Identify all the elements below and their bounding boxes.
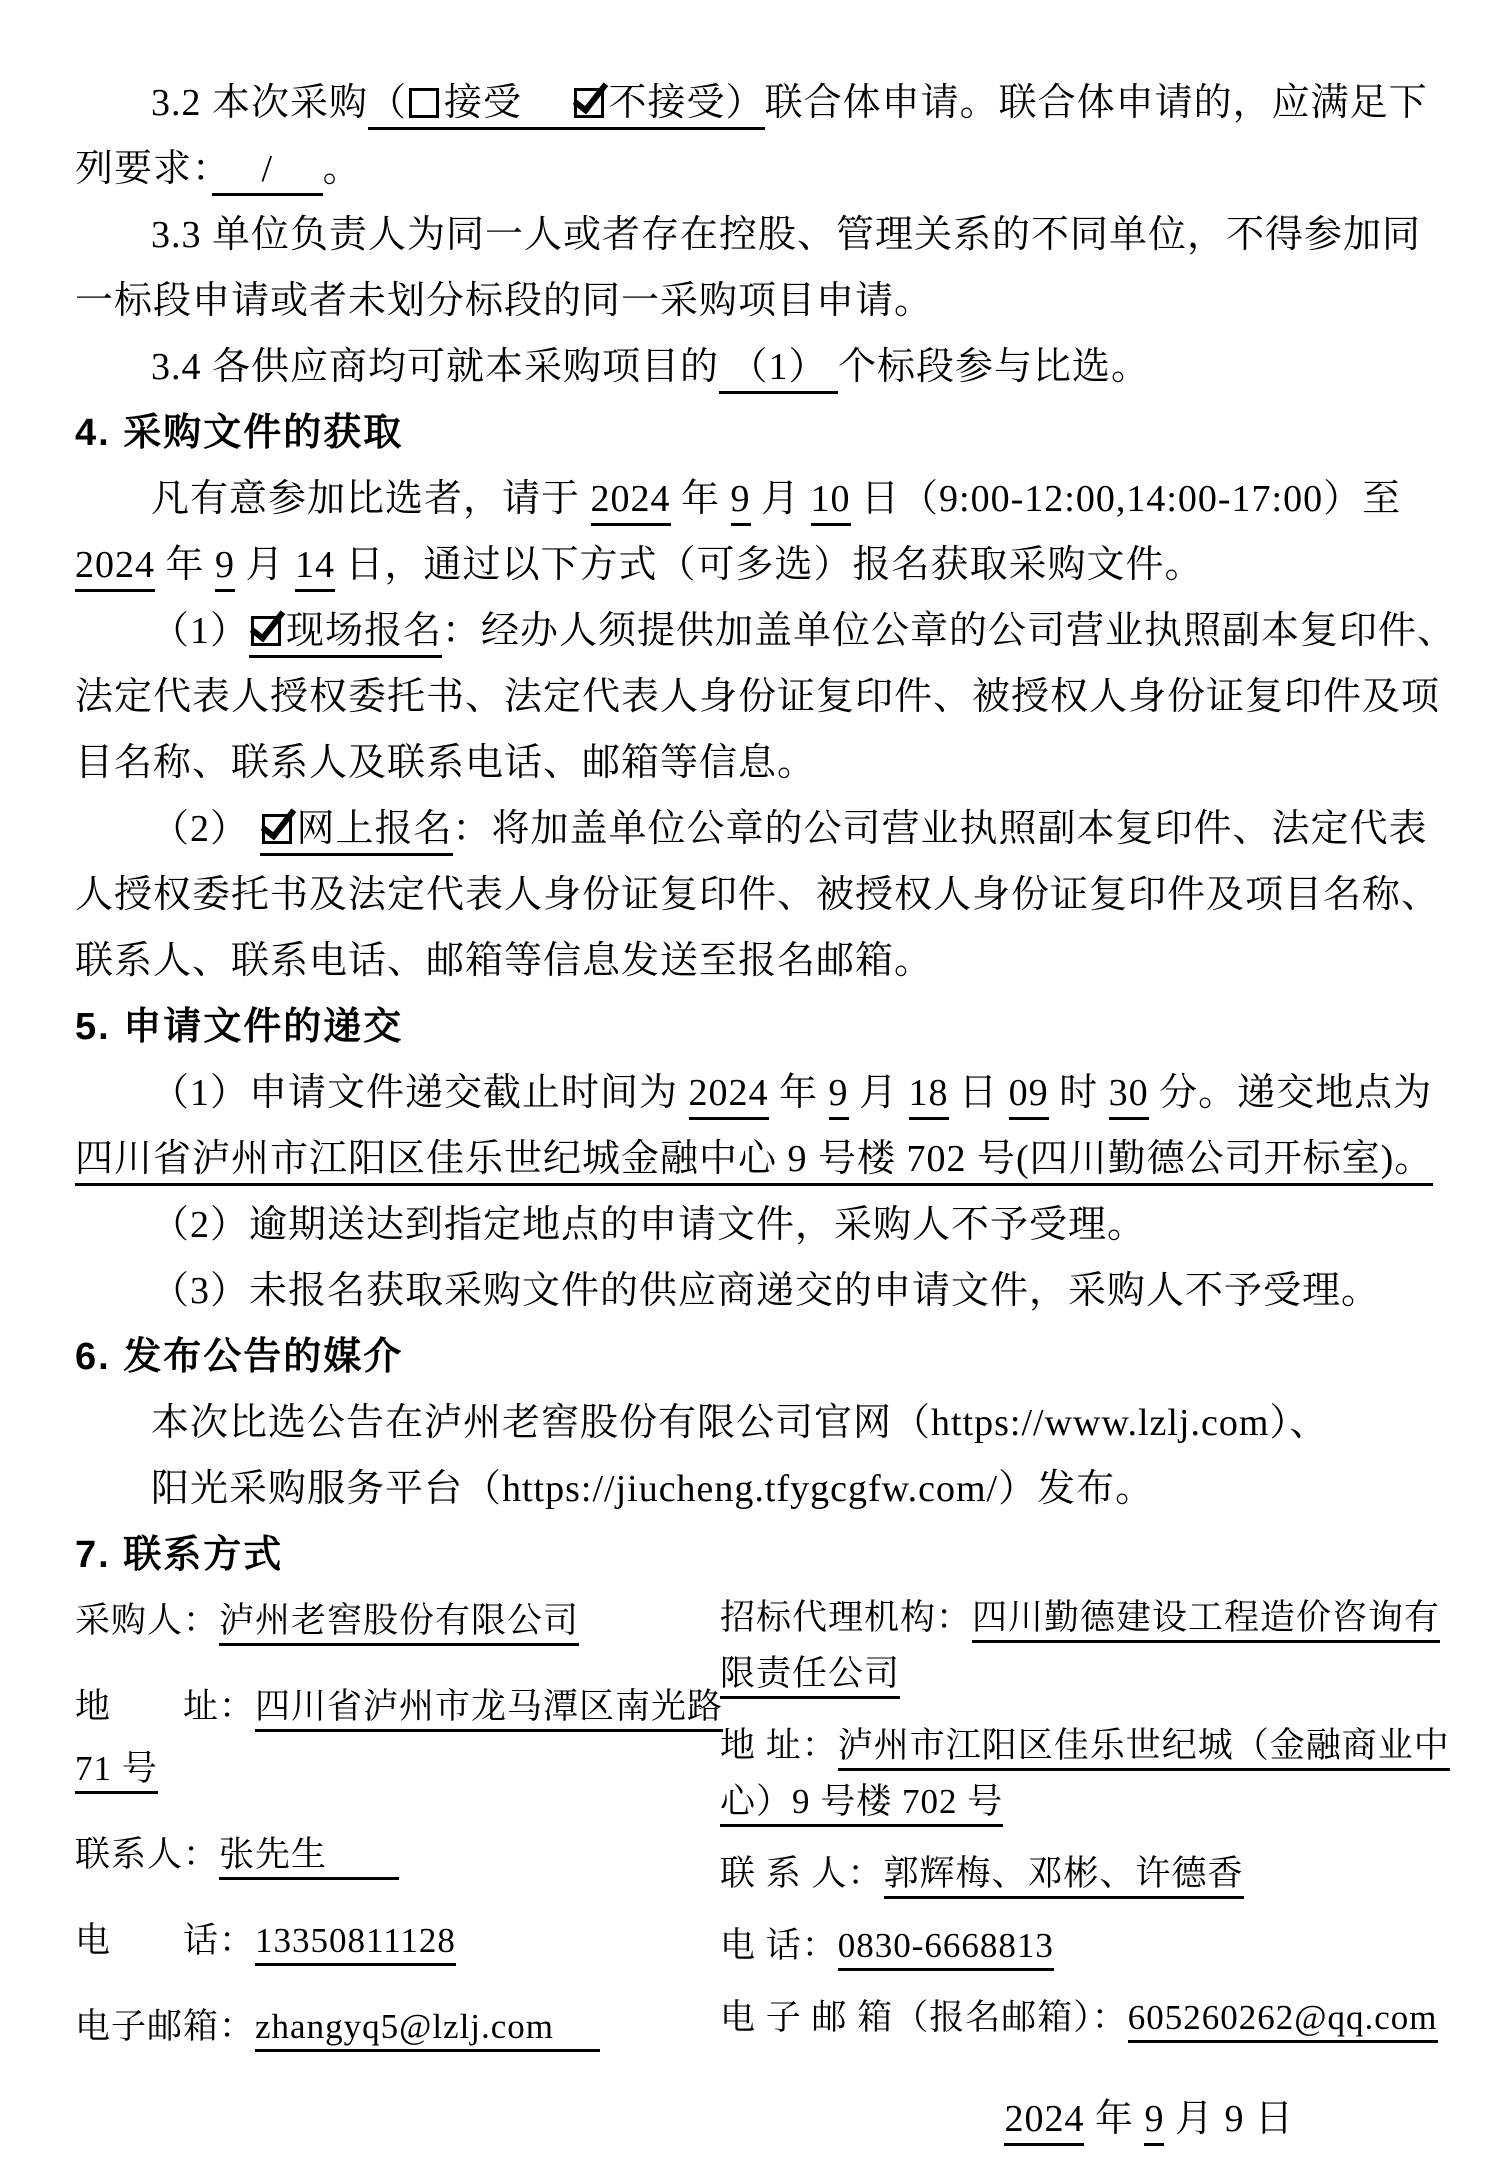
underlined-text: 14 [295, 544, 335, 592]
checkbox-checked-icon [574, 88, 604, 118]
document-line [75, 796, 1440, 862]
document-line [75, 1258, 1440, 1324]
underlined-text: 9 [731, 478, 751, 526]
text-segment: 年 [768, 1072, 829, 1114]
text-segment: 5. 申请文件的递交 [75, 1006, 404, 1048]
text-segment: 阳光采购服务平台（https://jiucheng.tfygcgfw.com/）发布。 [151, 1468, 1155, 1510]
document-line [75, 268, 1440, 334]
underlined-text: 9 [829, 1072, 849, 1120]
text-segment: 目名称、联系人及联系电话、邮箱等信息。 [75, 742, 817, 784]
contact-row [720, 1590, 1450, 1702]
contact-value: 605260262@qq.com [1128, 1998, 1438, 2043]
text-segment: 日（9:00-12:00,14:00-17:00）至 [850, 478, 1402, 520]
document-line [75, 70, 1440, 136]
contact-value: zhangyq5@lzlj.com [255, 2007, 600, 2052]
underlined-text: 30 [1109, 1072, 1149, 1120]
contacts-right-column [720, 1590, 1450, 2062]
text-segment: 本次比选公告在泸州老窖股份有限公司官网（https://www.lzlj.com）、 [151, 1402, 1329, 1444]
section-heading [75, 1324, 1440, 1390]
contact-label: 联系人： [75, 1835, 220, 1874]
contact-value: 四川勤德建设工程造价咨询有 [972, 1598, 1440, 1643]
contact-row [720, 1990, 1450, 2046]
document-line [75, 1390, 1440, 1456]
text-segment: 年 [670, 478, 731, 520]
underlined-segment [260, 808, 297, 856]
document-date [75, 2086, 1440, 2152]
contact-label: 电 子 邮 箱（报名邮箱）： [720, 1998, 1128, 2037]
text-segment: （1） [151, 610, 250, 652]
document-line [75, 334, 1440, 400]
underlined-text: / [212, 148, 323, 196]
contact-value: 71 号 [75, 1749, 158, 1794]
text-segment: 月 [848, 1072, 909, 1114]
contact-row [75, 1910, 720, 1972]
text-segment: 凡有意参加比选者，请于 [151, 478, 591, 520]
section-heading [75, 400, 1440, 466]
underlined-text: 现场报名 [286, 610, 442, 658]
text-segment: 月 [750, 478, 811, 520]
text-segment: 6. 发布公告的媒介 [75, 1336, 404, 1378]
text-segment: 法定代表人授权委托书、法定代表人身份证复印件、被授权人身份证复印件及项 [75, 676, 1441, 718]
contacts [75, 1590, 1450, 2082]
underlined-segment [407, 82, 444, 130]
text-segment: 个标段参与比选。 [838, 346, 1151, 388]
underlined-text: 9 [1144, 2098, 1164, 2146]
checkbox-empty-icon [409, 88, 439, 118]
text-segment: 人授权委托书及法定代表人身份证复印件、被授权人身份证复印件及项目名称、 [75, 874, 1441, 916]
document-body [75, 70, 1457, 1588]
contact-label: 联 系 人： [720, 1854, 884, 1893]
document-line [75, 1126, 1440, 1192]
underlined-text: 2024 [75, 544, 155, 592]
text-segment: （1）申请文件递交截止时间为 [151, 1072, 689, 1114]
contact-label: 电 话： [75, 1921, 256, 1960]
document-line [75, 598, 1457, 664]
contact-value: 泸州市江阳区佳乐世纪城（金融商业中 [838, 1726, 1450, 1771]
checkbox-checked-icon [262, 814, 292, 844]
underlined-text: 10 [811, 478, 851, 526]
text-segment: 日，通过以下方式（可多选）报名获取采购文件。 [335, 544, 1204, 586]
text-segment: 日 [948, 1072, 1009, 1114]
text-segment: 年 [155, 544, 216, 586]
document-line [75, 466, 1440, 532]
section-heading [75, 994, 1440, 1060]
contact-row [75, 1996, 720, 2058]
document-line [75, 532, 1440, 598]
contacts-left-column [75, 1590, 724, 2082]
document-line [75, 730, 1440, 796]
contact-row [75, 1676, 724, 1800]
text-segment: 一标段申请或者未划分标段的同一采购项目申请。 [75, 280, 934, 322]
underlined-text: 2024 [1004, 2098, 1084, 2146]
document-line [75, 664, 1440, 730]
underlined-text: 四川省泸州市江阳区佳乐世纪城金融中心 9 号楼 702 号(四川勤德公司开标室)。 [75, 1138, 1433, 1186]
document-line [75, 202, 1440, 268]
underlined-text: 2024 [591, 478, 671, 526]
document-line [75, 1456, 1440, 1522]
contact-value: 四川省泸州市龙马潭区南光路 [255, 1687, 723, 1732]
text-segment: 4. 采购文件的获取 [75, 412, 404, 454]
contact-row [720, 1846, 1450, 1902]
contact-row [75, 1824, 720, 1886]
text-segment: 分。递交地点为 [1148, 1072, 1433, 1114]
text-segment: 。 [322, 148, 362, 190]
text-segment: 年 [1084, 2098, 1145, 2140]
contact-value: 郭辉梅、邓彬、许德香 [884, 1854, 1244, 1899]
contact-label: 地 址： [720, 1726, 838, 1765]
text-segment: 3.2 本次采购 [151, 82, 369, 124]
contact-value: 限责任公司 [720, 1654, 900, 1699]
underlined-segment [572, 82, 609, 130]
text-segment: 列要求： [75, 148, 213, 190]
underlined-text: 接受 [444, 82, 572, 130]
text-segment: （2） [151, 808, 260, 850]
underlined-text: 18 [909, 1072, 949, 1120]
contact-label: 招标代理机构： [720, 1598, 973, 1637]
document-line [75, 928, 1440, 994]
underlined-text: 不接受） [609, 82, 765, 130]
contact-label: 采购人： [75, 1601, 220, 1640]
contact-value: 13350811128 [255, 1921, 456, 1966]
text-segment: 3.4 各供应商均可就本采购项目的 [151, 346, 720, 388]
text-segment: 月 [235, 544, 296, 586]
contact-label: 电 话： [720, 1926, 838, 1965]
contact-row [720, 1918, 1450, 1974]
text-segment: 7. 联系方式 [75, 1534, 284, 1576]
underlined-text: 网上报名 [297, 808, 453, 856]
underlined-text: （ [368, 82, 407, 130]
document-line [75, 862, 1440, 928]
underlined-text: 09 [1009, 1072, 1049, 1120]
text-segment: 联系人、联系电话、邮箱等信息发送至报名邮箱。 [75, 940, 934, 982]
text-segment: ：将加盖单位公章的公司营业执照副本复印件、法定代表 [452, 808, 1428, 850]
contact-row [75, 1590, 720, 1652]
underlined-text: （1） [719, 346, 838, 394]
text-segment: 时 [1048, 1072, 1109, 1114]
contact-value: 0830-6668813 [838, 1926, 1054, 1971]
section-heading [75, 1522, 1440, 1588]
contact-row [720, 1718, 1450, 1830]
contact-value: 心）9 号楼 702 号 [720, 1782, 1003, 1827]
checkbox-checked-icon [251, 616, 281, 646]
document-line [75, 1060, 1440, 1126]
contact-value: 泸州老窖股份有限公司 [219, 1601, 579, 1646]
text-segment: ：经办人须提供加盖单位公章的公司营业执照副本复印件、 [442, 610, 1457, 652]
contact-label: 地 址： [75, 1687, 256, 1726]
contact-value: 张先生 [219, 1835, 399, 1880]
underlined-segment [249, 610, 286, 658]
text-segment: 3.3 单位负责人为同一人或者存在控股、管理关系的不同单位，不得参加同 [151, 214, 1422, 256]
contact-label: 电子邮箱： [75, 2007, 256, 2046]
text-segment: 联合体申请。联合体申请的，应满足下 [764, 82, 1428, 124]
text-segment: 月 9 日 [1164, 2098, 1294, 2140]
underlined-text: 9 [215, 544, 235, 592]
text-segment: （3）未报名获取采购文件的供应商递交的申请文件，采购人不予受理。 [151, 1270, 1381, 1312]
document-line [75, 1192, 1440, 1258]
underlined-text: 2024 [689, 1072, 769, 1120]
text-segment: （2）逾期送达到指定地点的申请文件，采购人不予受理。 [151, 1204, 1147, 1246]
document-line [75, 136, 1440, 202]
